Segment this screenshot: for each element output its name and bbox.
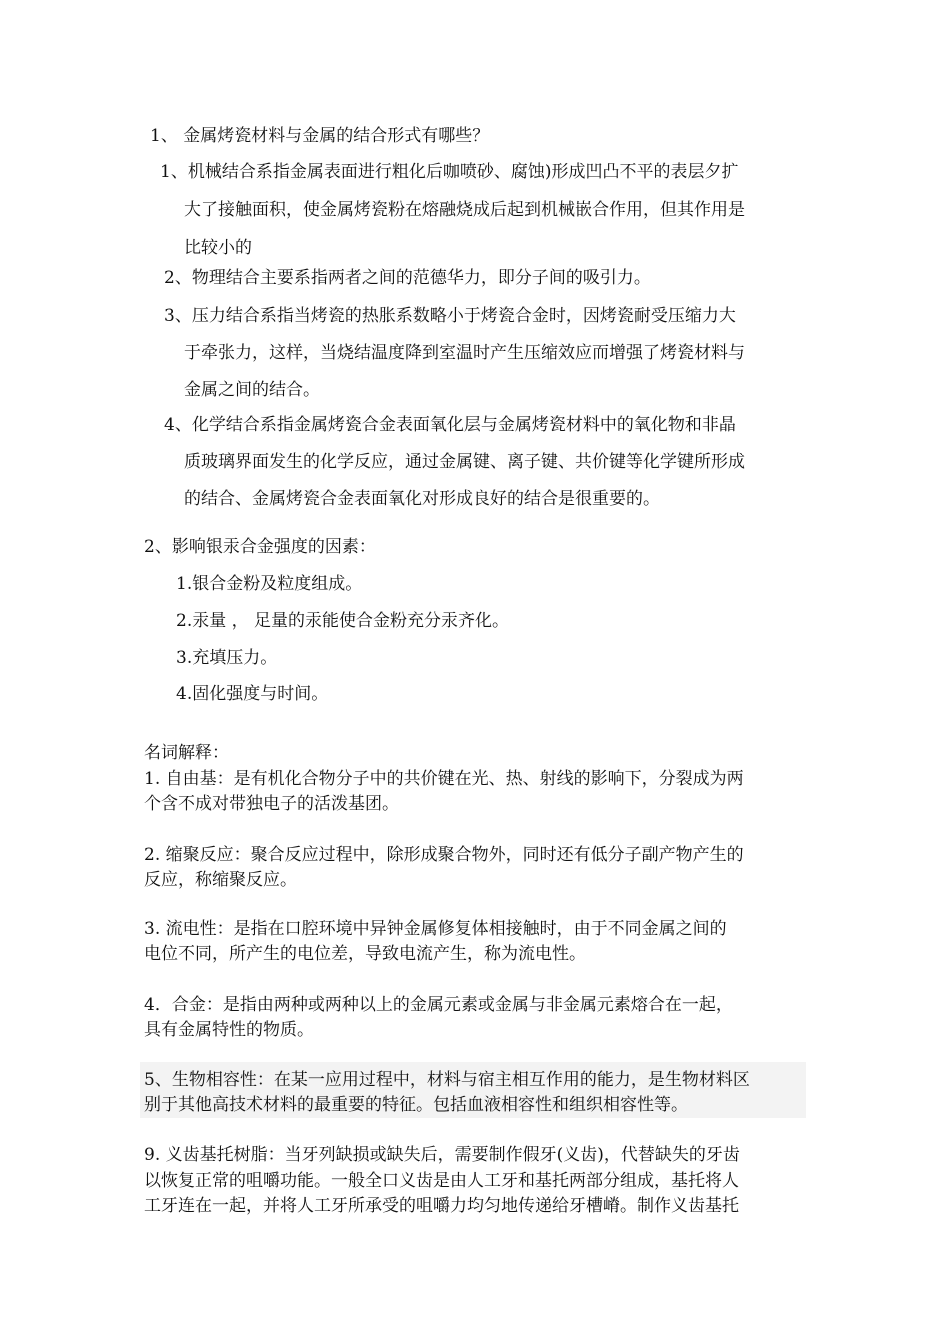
term3-line1: 3. 流电性：是指在口腔环境中异钟金属修复体相接触时，由于不同金属之间的 [144, 919, 727, 939]
s1-item3-line3: 金属之间的结合。 [184, 380, 320, 400]
term9-line1: 9. 义齿基托树脂：当牙列缺损或缺失后，需要制作假牙(义齿)，代替缺失的牙齿 [144, 1145, 740, 1165]
term4-line2: 具有金属特性的物质。 [144, 1020, 314, 1040]
term2-line1: 2. 缩聚反应：聚合反应过程中，除形成聚合物外，同时还有低分子副产物产生的 [144, 845, 744, 865]
s1-item4-line3: 的结合、金属烤瓷合金表面氧化对形成良好的结合是很重要的。 [184, 489, 660, 509]
s1-item1-line3: 比较小的 [184, 238, 252, 258]
s1-item1-line1: 1、机械结合系指金属表面进行粗化后咖喷砂、腐蚀)形成凹凸不平的表层夕扩 [160, 162, 739, 182]
s2-item3: 3.充填压力。 [176, 648, 278, 668]
section2-heading: 2、影响银汞合金强度的因素： [144, 537, 376, 557]
s2-item1: 1.银合金粉及粒度组成。 [176, 574, 363, 594]
s2-item2: 2.汞量 ， 足量的汞能使合金粉充分汞齐化。 [176, 611, 510, 631]
s1-item4-line2: 质玻璃界面发生的化学反应，通过金属键、离子键、共价键等化学键所形成 [184, 452, 745, 472]
section3-heading: 名词解释： [144, 743, 229, 763]
section1-heading: 1、 金属烤瓷材料与金属的结合形式有哪些？ [150, 126, 490, 146]
term9-line2: 以恢复正常的咀嚼功能。一般全口义齿是由人工牙和基托两部分组成，基托将人 [144, 1171, 739, 1191]
term5-line1: 5、生物相容性：在某一应用过程中，材料与宿主相互作用的能力，是生物材料区 [144, 1070, 750, 1090]
term3-line2: 电位不同，所产生的电位差，导致电流产生，称为流电性。 [144, 944, 586, 964]
s2-item4: 4.固化强度与时间。 [176, 684, 329, 704]
term5-line2: 别于其他高技术材料的最重要的特征。包括血液相容性和组织相容性等。 [144, 1095, 688, 1115]
s1-item4-line1: 4、化学结合系指金属烤瓷合金表面氧化层与金属烤瓷材料中的氧化物和非晶 [164, 415, 736, 435]
term1-line1: 1. 自由基：是有机化合物分子中的共价键在光、热、射线的影响下，分裂成为两 [144, 769, 744, 789]
term2-line2: 反应，称缩聚反应。 [144, 870, 297, 890]
s1-item3-line1: 3、压力结合系指当烤瓷的热胀系数略小于烤瓷合金时，因烤瓷耐受压缩力大 [164, 306, 736, 326]
term4-line1: 4．合金：是指由两种或两种以上的金属元素或金属与非金属元素熔合在一起， [144, 995, 733, 1015]
s1-item1-line2: 大了接触面积，使金属烤瓷粉在熔融烧成后起到机械嵌合作用，但其作用是 [184, 200, 745, 220]
term1-line2: 个含不成对带独电子的活泼基团。 [144, 794, 399, 814]
term9-line3: 工牙连在一起，并将人工牙所承受的咀嚼力均匀地传递给牙槽嵴。制作义齿基托 [144, 1196, 739, 1216]
s1-item2-line1: 2、物理结合主要系指两者之间的范德华力，即分子间的吸引力。 [164, 268, 651, 288]
s1-item3-line2: 于牵张力，这样，当烧结温度降到室温时产生压缩效应而增强了烤瓷材料与 [184, 343, 745, 363]
